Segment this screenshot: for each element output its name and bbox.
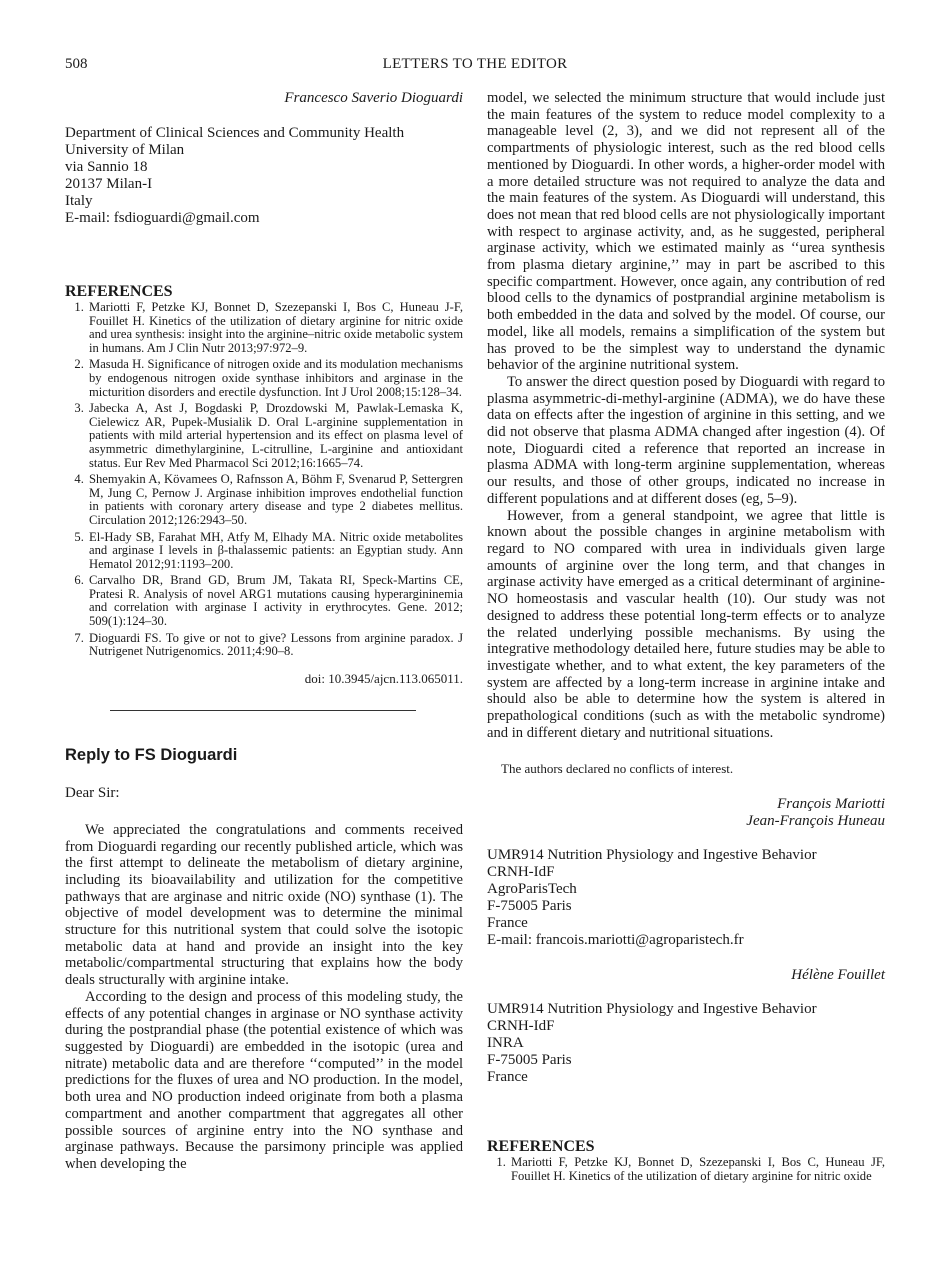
affiliation-line: INRA [487,1035,524,1052]
salutation: Dear Sir: [65,784,120,801]
reference-item: 1. Mariotti F, Petzke KJ, Bonnet D, Szezepanski I, Bos C, Huneau JF, Fouillet H. Kinetics of the utilization of dietary arginine for nitric oxide [509,1156,885,1183]
references-list [65,301,463,659]
reply-paragraph: According to the design and process of this modeling study, the effects of any potential changes in arginase or NO synthase activity during the postprandial phase (the potential existence of which was suggested by Dioguardi) are embedded in the isotopic (urea and nitrate) metabolic data and are therefore ‘‘computed’’ in the model predictions for the fluxes of urea and NO production. In the model, both urea and NO production indeed originate from both a plasma compartment and another compartment that aggregates all other possible sources of arginine entry into the NO synthase and arginase pathways. Because the parsimony principle was applied when developing the [65,988,463,1172]
reply-affiliation-2 [487,1001,885,1086]
affiliation-line: UMR914 Nutrition Physiology and Ingestive Behavior [487,847,817,864]
author-signature: François Mariotti [777,796,885,813]
reply-paragraph: However, from a general standpoint, we agree that little is known about the possible changes in arginine metabolism with regard to NO compared with urea in individuals given large amounts of arginine over the long term, and that changes in arginase activity have emerged as a critical determinant of arginine-NO homeostasis and vascular health (10). Our study was not designed to address these potential long-term effects or to analyze the related underlying possible mechanisms. By using the integrative methodology detailed here, future studies may be able to investigate whether, and to what extent, the key parameters of the system are affected by a long-term increase in arginine intake and should also be able to determine how the system is altered in prepathological conditions (such as with the metabolic syndrome) and in different dietary and nutritional situations. [487,507,885,741]
author-signature: Jean-François Huneau [746,813,885,830]
affiliation-line: CRNH-IdF [487,1018,555,1035]
reference-item: 2. Masuda H. Significance of nitrogen oxide and its modulation mechanisms by endogenous nitrogen oxide synthase inhibitors and arginase in the micturition disorders and erectile dysfunction. Int J Urol 2008;15:128–34. [87,358,463,399]
left-column [65,90,463,1173]
reply-affiliation-1 [487,847,885,949]
reference-item: 7. Dioguardi FS. To give or not to give? Lessons from arginine paradox. J Nutrigenet Nutrigenomics. 2011;4:90–8. [87,632,463,659]
references-heading: REFERENCES [65,283,173,300]
affiliation-line: UMR914 Nutrition Physiology and Ingestive Behavior [487,1001,817,1018]
section-divider [110,710,416,711]
reply-title: Reply to FS Dioguardi [65,745,238,764]
affiliation-line: 20137 Milan-I [65,176,153,192]
affiliation-line: France [487,1069,528,1086]
author-signature: Hélène Fouillet [791,967,885,984]
affiliation-line: F-75005 Paris [487,898,572,915]
affiliation-line: France [487,915,528,932]
affiliation-line: Italy [65,193,93,209]
affiliation-email: E-mail: francois.mariotti@agroparistech.fr [487,932,744,949]
reference-item: 6. Carvalho DR, Brand GD, Brum JM, Takata RI, Speck-Martins CE, Pratesi R. Analysis of novel ARG1 mutations causing hyperargininemia and correlation with arginase I activity in erythrocytes. Gene. 2012; 509(1):124–30. [87,574,463,628]
reply-authors-1 [487,796,885,830]
affiliation-email: E-mail: fsdioguardi@gmail.com [65,210,260,226]
page-number: 508 [65,56,88,72]
reply-paragraph: To answer the direct question posed by Dioguardi with regard to plasma asymmetric-di-methyl-arginine (ADMA), we do have these data on effects after the ingestion of arginine in this setting, and we did not observe that plasma ADMA changed after ingestion (4). Of note, Dioguardi cited a reference that reported an increase in plasma ADMA with long-term arginine supplementation, whereas our results, and those of other groups, indicated no increase in different populations and at different doses (eg, 5–9). [487,373,885,507]
running-head: LETTERS TO THE EDITOR [382,56,568,72]
conflict-statement: The authors declared no conflicts of interest. [501,761,734,777]
affiliation-line: F-75005 Paris [487,1052,572,1069]
affiliation-line: University of Milan [65,142,185,158]
letter-author-affiliation [65,125,463,227]
references-list [487,1156,885,1183]
affiliation-line: via Sannio 18 [65,159,148,175]
reference-item: 5. El-Hady SB, Farahat MH, Atfy M, Elhady MA. Nitric oxide metabolites and arginase I levels in β-thalassemic patients: an Egyptian study. Ann Hematol 2012;91:1193–200. [87,531,463,572]
affiliation-line: AgroParisTech [487,881,577,898]
reference-item: 1. Mariotti F, Petzke KJ, Bonnet D, Szezepanski I, Bos C, Huneau J-F, Fouillet H. Kinetics of the utilization of dietary arginine for nitric oxide and urea synthesis: insight into the arginine–nitric oxide metabolic system in humans. Am J Clin Nutr 2013;97:972–9. [87,301,463,355]
reference-item: 3. Jabecka A, Ast J, Bogdaski P, Drozdowski M, Pawlak-Lemaska K, Cielewicz AR, Pupek-Musialik D. Oral L-arginine supplementation in patients with mild arterial hypertension and its effect on plasma level of asymmetric dimethylarginine, L-citrulline, L-arginine and antioxidant status. Eur Rev Med Pharmacol Sci 2012;16:1665–74. [87,402,463,470]
reply-paragraph: model, we selected the minimum structure that would include just the main features of the system to reduce model complexity to a manageable level (2, 3), and we did not represent all of the compartments of physiologic interest, such as the red blood cells mentioned by Dioguardi. In other words, a higher-order model with a more detailed structure was not required to analyze the data and the main features of the system. As Dioguardi will understand, this does not mean that red blood cells are not physiologically important with respect to arginase activity, and, as he suggested, peripheral arginase activity, which we estimated mainly as ‘‘urea synthesis from plasma dietary arginine,’’ may in part be ascribed to this specific compartment. However, once again, any contribution of red blood cells to the dynamics of postprandial arginine metabolism is both embedded in the data and solved by the model. Of course, our model, like all models, remains a simplification of the system but has proved to be the simplest way to understand the dynamic behavior of the arginine nutritional system. [487,90,885,374]
affiliation-line: CRNH-IdF [487,864,555,881]
references-heading: REFERENCES [487,1138,595,1156]
reference-item: 4. Shemyakin A, Kövamees O, Rafnsson A, Böhm F, Svenarud P, Settergren M, Jung C, Pernow J. Arginase inhibition improves endothelial function in patients with coronary artery disease and type 2 diabetes mellitus. Circulation 2012;126:2943–50. [87,473,463,527]
right-column [487,90,885,1187]
affiliation-line: Department of Clinical Sciences and Community Health [65,125,405,141]
letter-author-signature: Francesco Saverio Dioguardi [284,90,463,106]
doi: doi: 10.3945/ajcn.113.065011. [304,670,463,686]
reply-paragraph: We appreciated the congratulations and comments received from Dioguardi regarding our recently published article, which was the first attempt to delineate the metabolism of dietary arginine, including its bioavailability and utilization for the competitive pathways that are arginase and nitric oxide (NO) synthase (1). The objective of model development was to determine the minimal structure for this nutritional system that could solve the isotopic metabolic data at hand and provide an insight into the key metabolic/compartmental structuring that explains how the body deals structurally with arginine intake. [65,821,463,989]
